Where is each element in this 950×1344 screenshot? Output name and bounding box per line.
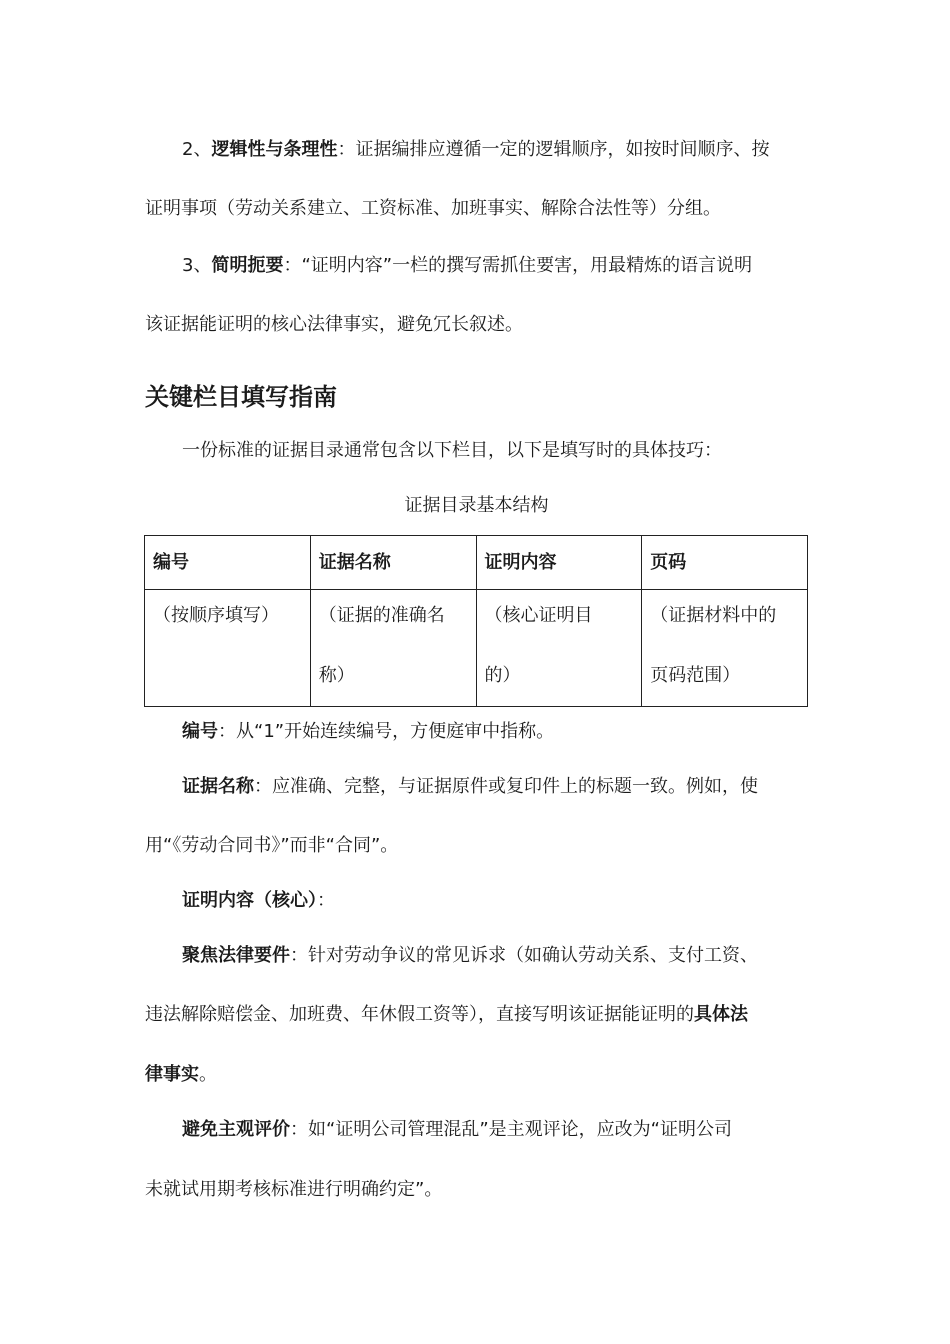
tip-number: 编号：从“1”开始连续编号，方便庭审中指称。 [182, 721, 555, 742]
tip-avoid-subjective: 避免主观评价：如“证明公司管理混乱”是主观评论，应改为“证明公司 [182, 1119, 732, 1140]
paragraph-concise: 3、简明扼要：“证明内容”一栏的撰写需抓住要害，用最精炼的语言说明 [182, 255, 753, 276]
cell-page: （证据材料中的 页码范围） [642, 590, 808, 707]
cell-name: （证据的准确名 称） [310, 590, 476, 707]
paragraph-logic-title: 逻辑性与条理性 [211, 139, 338, 160]
header-cell-name: 证据名称 [310, 536, 476, 590]
section-heading: 关键栏目填写指南 [145, 383, 337, 411]
tip-evidence-name: 证据名称：应准确、完整，与证据原件或复印件上的标题一致。例如，使 [182, 776, 758, 797]
tip-evidence-name-cont: 用“《劳动合同书》”而非“合同”。 [145, 835, 399, 856]
header-cell-content: 证明内容 [476, 536, 642, 590]
cell-content: （核心证明目 的） [476, 590, 642, 707]
section-intro: 一份标准的证据目录通常包含以下栏目，以下是填写时的具体技巧： [182, 440, 722, 461]
paragraph-concise-title: 简明扼要 [211, 255, 284, 276]
table-row [145, 590, 808, 707]
header-cell-number: 编号 [145, 536, 311, 590]
tip-avoid-subjective-cont: 未就试用期考核标准进行明确约定”。 [145, 1179, 443, 1200]
paragraph-logic-cont: 证明事项（劳动关系建立、工资标准、加班事实、解除合法性等）分组。 [145, 198, 721, 219]
paragraph-concise-cont: 该证据能证明的核心法律事实，避免冗长叙述。 [145, 314, 523, 335]
tip-legal-elements-cont: 违法解除赔偿金、加班费、年休假工资等），直接写明该证据能证明的具体法 [145, 1004, 748, 1025]
tip-legal-elements-end: 律事实。 [145, 1064, 217, 1085]
cell-number: （按顺序填写） [145, 590, 311, 707]
header-cell-page: 页码 [642, 536, 808, 590]
paragraph-logic: 2、逻辑性与条理性：证据编排应遵循一定的逻辑顺序，如按时间顺序、按 [182, 139, 770, 160]
table-header-row [145, 536, 808, 590]
tip-proof-content: 证明内容（核心）： [182, 890, 335, 911]
table-caption: 证据目录基本结构 [404, 495, 549, 516]
evidence-table [144, 535, 808, 707]
tip-legal-elements: 聚焦法律要件：针对劳动争议的常见诉求（如确认劳动关系、支付工资、 [182, 945, 758, 966]
